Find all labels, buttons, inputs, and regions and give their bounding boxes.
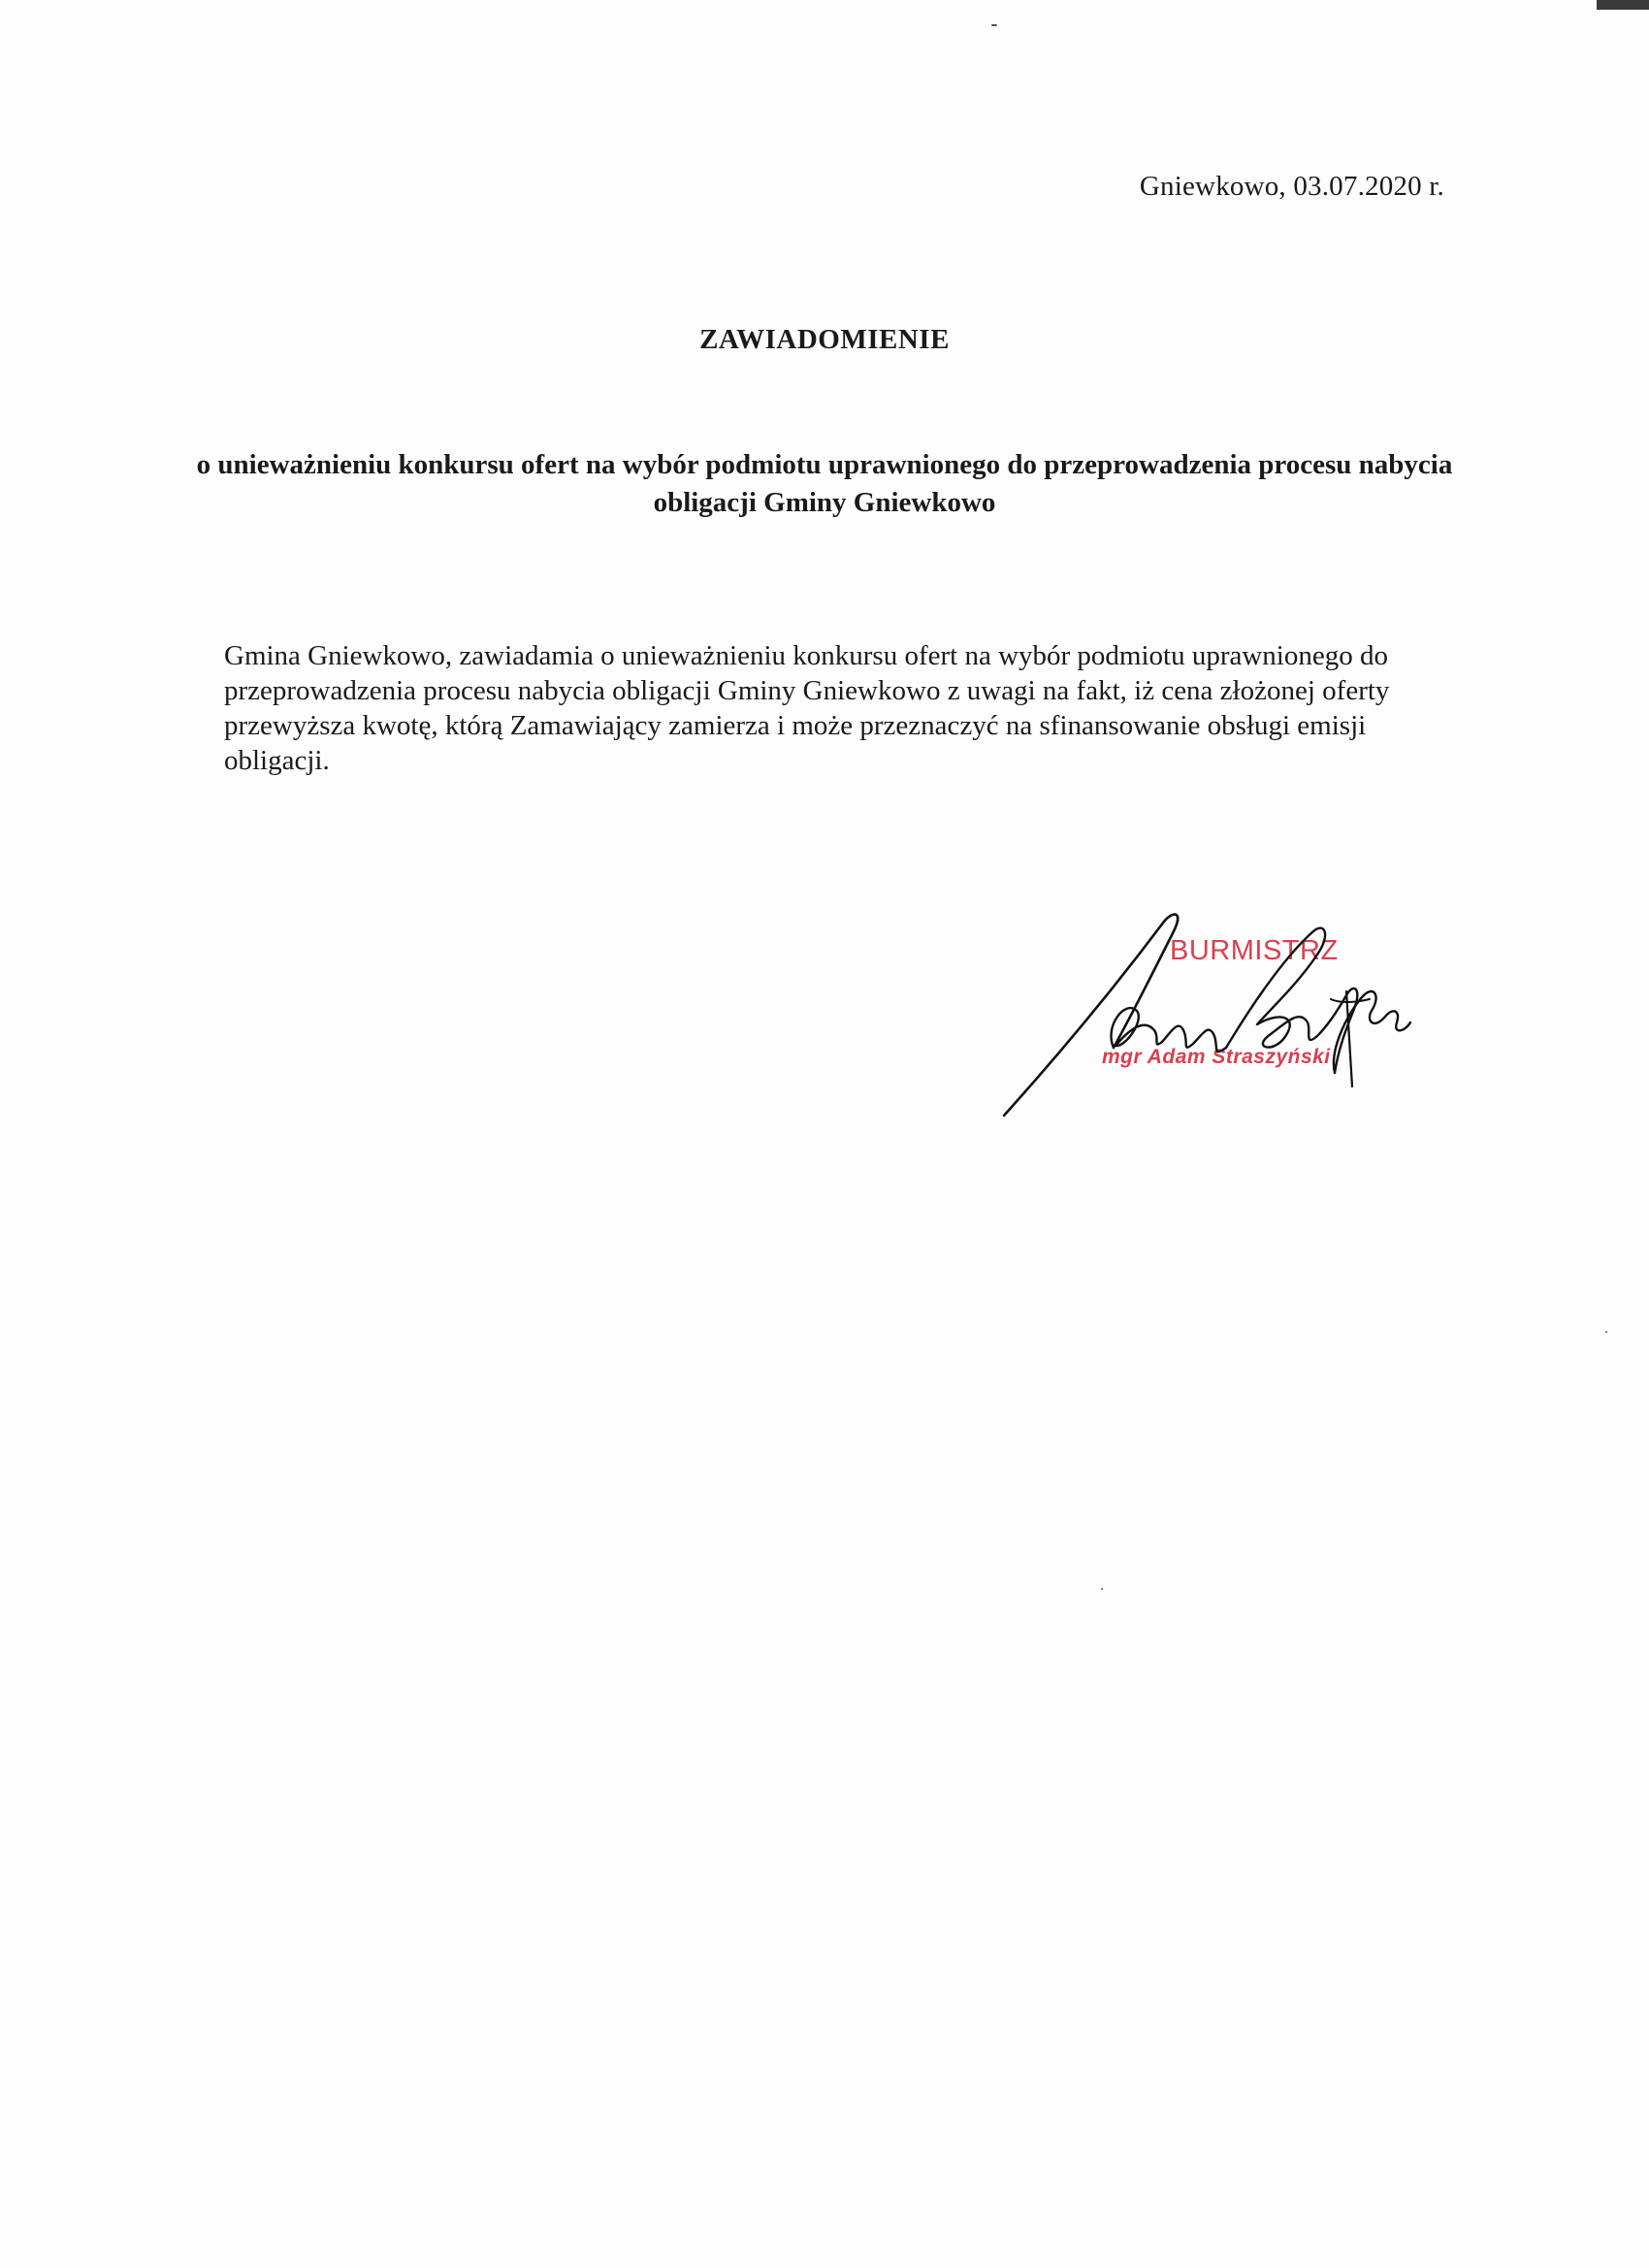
signature-stroke	[1346, 991, 1352, 1086]
signature-stroke	[1004, 915, 1178, 1116]
document-subtitle: o unieważnieniu konkursu ofert na wybór podmiotu uprawnionego do przeprowadzenia procesu nabycia obligacji Gminy Gniewkowo	[196, 449, 1453, 518]
signature-block	[989, 902, 1416, 1125]
document-title: ZAWIADOMIENIE	[699, 324, 950, 355]
stamp-name: mgr Adam Straszyński	[1102, 1046, 1331, 1068]
signature-stroke	[1111, 1008, 1226, 1052]
scan-speck	[1101, 1588, 1103, 1590]
scan-edge-artifact	[1597, 0, 1649, 10]
signature-stroke	[1331, 999, 1370, 1002]
stamp-title: BURMISTRZ	[1170, 935, 1339, 966]
place-date: Gniewkowo, 03.07.2020 r.	[1139, 171, 1444, 202]
scan-speck	[1605, 1331, 1607, 1333]
document-body: Gmina Gniewkowo, zawiadamia o unieważnieniu konkursu ofert na wybór podmiotu uprawnionego do przeprowadzenia procesu nabycia obligacji Gminy Gniewkowo z uwagi na fakt, iż cena złożonej oferty przewyższa kwotę, którą Zamawiający zamierza i może przeznaczyć na sfinansowanie obsługi emisji obligacji.	[224, 640, 1390, 776]
handwritten-signature	[989, 902, 1416, 1125]
scan-speck	[991, 24, 997, 26]
